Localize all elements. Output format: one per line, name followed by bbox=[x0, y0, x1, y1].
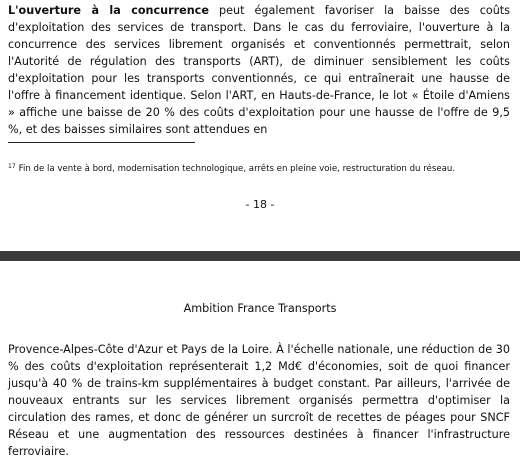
paragraph-body-text: peut également favoriser la baisse des coûts d'exploitation des services de transport. Dans le cas du ferroviaire, l'ouverture à la concurrence des services librement organisés et conventionnés permettrait, selon l'Autorité de régulation des transports (ART), de diminuer sensiblement les coûts d'exploitation pour les transports conventionnés, ce qui entraînerait une hausse de l'offre à financement identique. Selon l'ART, en Hauts-de-France, le lot « Étoile d'Amiens » affiche une baisse de 20 % des coûts d'exploitation pour une hausse de l'offre de 9,5 %, et des baisses similaires sont attendues en bbox=[8, 4, 510, 136]
page-number: - 18 - bbox=[245, 198, 275, 211]
paragraph-lead-term: L'ouverture à la concurrence bbox=[8, 4, 209, 17]
footnote bbox=[8, 161, 512, 175]
page-break-separator bbox=[0, 251, 520, 261]
footnote-text: Fin de la vente à bord, modernisation technologique, arrêts en pleine voie, restructuration du réseau. bbox=[18, 164, 456, 174]
body-paragraph-continuation: Provence-Alpes-Côte d'Azur et Pays de la Loire. À l'échelle nationale, une réduction de 30 % des coûts d'exploitation représenterait 1,2 Md€ d'économies, soit de quoi financer jusqu'à 40 % de trains-km supplémentaires à budget constant. Par ailleurs, l'arrivée de nouveaux entrants sur les services librement organisés permettra d'optimiser la circulation des rames, et donc de générer un surcroît de recettes de péages pour SNCF Réseau et une augmentation des ressources destinées à financer l'infrastructure ferroviaire. bbox=[8, 343, 510, 458]
footnote-number: 17 bbox=[8, 163, 16, 170]
body-paragraph-competition bbox=[8, 2, 510, 138]
footnote-separator-rule bbox=[8, 142, 195, 143]
running-header: Ambition France Transports bbox=[183, 302, 337, 315]
